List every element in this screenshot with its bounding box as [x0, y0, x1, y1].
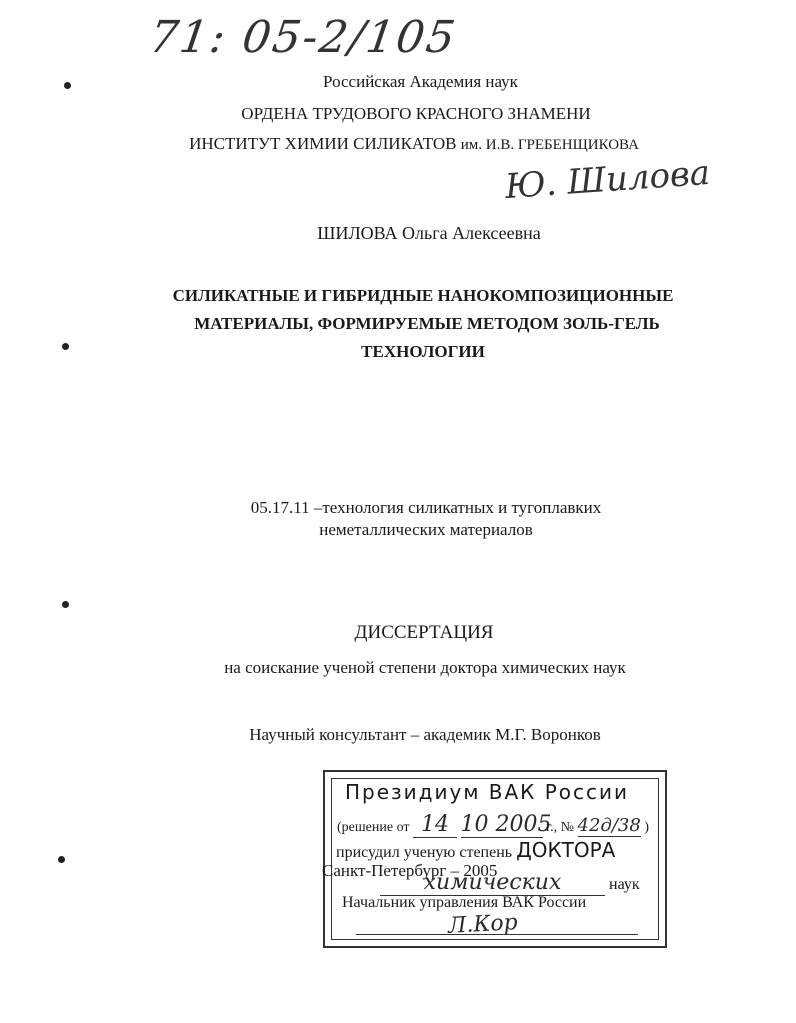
stamp-signature: Л.Кор — [447, 910, 519, 939]
binding-mark — [62, 601, 69, 608]
awarded-text: присудил ученую степень — [336, 844, 513, 861]
thesis-title-line: СИЛИКАТНЫЕ И ГИБРИДНЫЕ НАНОКОМПОЗИЦИОННЫЕ — [172, 286, 674, 305]
stamp-field-line — [380, 870, 656, 896]
stamp-head-line: Начальник управления ВАК России — [342, 894, 587, 911]
author-name — [0, 223, 796, 244]
specialty-line: 05.17.11 –технология силикатных и тугоплавких — [250, 498, 602, 517]
thesis-title-line: МАТЕРИАЛЫ, ФОРМИРУЕМЫЕ МЕТОДОМ ЗОЛЬ-ГЕЛЬ — [194, 314, 660, 333]
degree-line: на соискание ученой степени доктора химических наук — [224, 658, 626, 677]
field-handwritten: химических — [380, 870, 605, 896]
institute-prefix: ИНСТИТУТ ХИМИИ СИЛИКАТОВ — [189, 134, 457, 153]
decision-month-year: 10 2005 — [460, 812, 552, 837]
consultant-line: Научный консультант – академик М.Г. Воронков — [249, 725, 601, 744]
decision-year-suffix: г., № — [546, 820, 575, 835]
binding-mark — [58, 856, 65, 863]
decision-number: 42д/38 — [577, 815, 641, 836]
author-signature: Ю. Шилова — [503, 152, 712, 208]
archive-code: 71: 05-2/105 — [146, 12, 461, 63]
author-surname: ШИЛОВА — [317, 223, 398, 243]
dissertation-label: ДИССЕРТАЦИЯ — [354, 622, 494, 643]
stamp-title: Президиум ВАК России — [345, 780, 630, 804]
academy-name: Российская Академия наук — [323, 72, 518, 91]
field-suffix: наук — [609, 876, 640, 893]
institute-named: им. И.В. ГРЕБЕНЩИКОВА — [460, 137, 639, 153]
awarded-degree: ДОКТОРА — [516, 838, 616, 862]
institute-name — [0, 134, 796, 154]
decision-close: ) — [644, 820, 649, 835]
stamp-decision-line — [337, 812, 657, 838]
stamp-signature-line — [356, 934, 638, 935]
decision-day: 14 — [413, 812, 457, 838]
city-year: Санкт-Петербург – 2005 — [322, 861, 498, 880]
order-line: ОРДЕНА ТРУДОВОГО КРАСНОГО ЗНАМЕНИ — [241, 104, 591, 123]
specialty-line: неметаллических материалов — [319, 520, 533, 539]
thesis-title-line: ТЕХНОЛОГИИ — [361, 342, 485, 361]
decision-prefix: (решение от — [337, 820, 410, 835]
stamp-awarded-line — [336, 838, 615, 862]
author-given: Ольга Алексеевна — [402, 223, 541, 243]
